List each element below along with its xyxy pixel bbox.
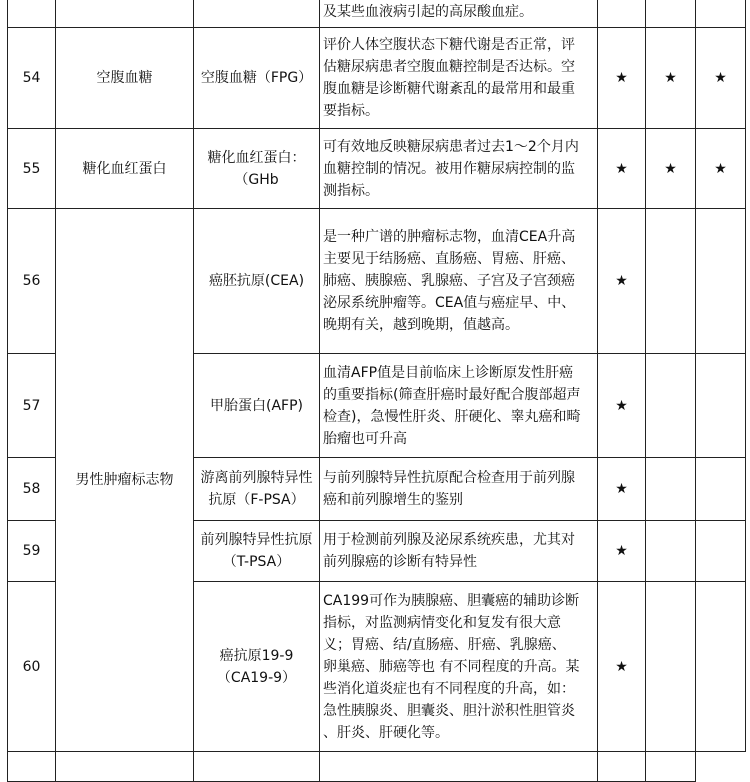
star-mark	[696, 354, 746, 458]
star-mark	[696, 209, 746, 354]
star-mark	[696, 582, 746, 752]
item-name-line: 抗原（F-PSA）	[208, 492, 305, 508]
description-line: 与前列腺特异性抗原配合检查用于前列腺	[323, 470, 575, 486]
item-name-cell	[194, 28, 320, 129]
star-mark: ★	[646, 129, 696, 209]
item-name-line: 空腹血糖（FPG）	[200, 70, 313, 86]
description-line: 前列腺癌的诊断有特异性	[323, 554, 477, 570]
description-line: 要指标。	[323, 103, 379, 119]
star-mark	[646, 209, 696, 354]
table-row	[8, 209, 746, 354]
description-line: 血糖控制的情况。被用作糖尿病控制的监	[323, 160, 575, 177]
merged-category-cell: 男性肿瘤标志物	[56, 209, 194, 752]
description-line: 急性胰腺炎、胆囊炎、胆汁淤积性胆管炎	[323, 702, 575, 719]
star-mark	[696, 521, 746, 582]
description-line: 血清AFP值是目前临床上诊断原发性肝癌	[323, 364, 574, 381]
star-mark: ★	[646, 28, 696, 129]
item-name-cell	[194, 458, 320, 521]
description-line: 估糖尿病患者空腹血糖控制是否达标。空	[323, 59, 575, 75]
row-number-cell: 58	[8, 458, 56, 521]
item-name-line: （CA19-9）	[216, 669, 297, 686]
item-name-line: 前列腺特异性抗原	[200, 532, 313, 548]
description-line: 检查)，急慢性肝炎、肝硬化、睾丸癌和畸	[323, 408, 581, 425]
description-cell	[320, 28, 598, 129]
category-cell: 空腹血糖	[56, 28, 194, 129]
table-row	[8, 129, 746, 209]
description-line: 泌尿系统肿瘤等。CEA值与癌症早、中、	[323, 295, 576, 311]
star-mark: ★	[598, 521, 646, 582]
category-cell: 糖化血红蛋白	[56, 129, 194, 209]
description-line: 测指标。	[323, 182, 379, 199]
row-number-cell: 57	[8, 354, 56, 458]
description-line: 主要见于结肠癌、直肠癌、胃癌、肝癌、	[323, 251, 575, 267]
item-name-cell	[194, 354, 320, 458]
description-line: 指标，对监测病情变化和复发有很大意	[323, 614, 561, 631]
row-number-cell: 54	[8, 28, 56, 129]
row-number-cell: 56	[8, 209, 56, 354]
star-mark: ★	[598, 582, 646, 752]
item-name-line: 癌胚抗原(CEA)	[208, 273, 305, 289]
description-line: 、肝炎、肝硬化等。	[323, 724, 449, 741]
table-row	[8, 0, 746, 28]
description-line: 可有效地反映糖尿病患者过去1～2个月内	[323, 138, 579, 155]
star-mark: ★	[598, 354, 646, 458]
description-line: 评价人体空腹状态下糖代谢是否正常，评	[323, 37, 575, 53]
description-line: 腹血糖是诊断糖代谢紊乱的最常用和最重	[323, 81, 575, 97]
item-name-line: 癌抗原19-9	[219, 647, 294, 664]
item-name-line: （GHb	[234, 171, 279, 188]
row-number-cell	[8, 0, 56, 28]
category-cell	[56, 0, 194, 28]
star-mark: ★	[598, 458, 646, 521]
star-mark	[646, 521, 696, 582]
star-mark: ★	[598, 209, 646, 354]
item-name-line: （T-PSA）	[222, 554, 291, 570]
row-number-cell: 55	[8, 129, 56, 209]
star-mark	[696, 458, 746, 521]
description-line: 卵巢癌、肺癌等也 有不同程度的升高。某	[323, 658, 580, 675]
description-cell	[320, 354, 598, 458]
description-line: 及某些血液病引起的高尿酸血症。	[323, 4, 533, 20]
description-cell	[320, 0, 598, 28]
description-cell	[320, 129, 598, 209]
star-mark: ★	[598, 129, 646, 209]
item-name-cell	[194, 521, 320, 582]
table-row	[8, 752, 746, 782]
item-name-cell	[194, 0, 320, 28]
description-line: 癌和前列腺增生的鉴别	[323, 492, 463, 508]
item-name-cell	[194, 209, 320, 354]
checkup-items-table	[7, 0, 746, 782]
description-line: 的重要指标(筛查肝癌时最好配合腹部超声	[323, 386, 581, 403]
star-mark	[646, 582, 696, 752]
description-line: 些消化道炎症也有不同程度的升高，如：	[323, 680, 575, 697]
description-line: CA199可作为胰腺癌、胆囊癌的辅助诊断	[323, 592, 580, 609]
description-line: 用于检测前列腺及泌尿系统疾患，尤其对	[323, 532, 575, 548]
star-mark: ★	[696, 28, 746, 129]
row-number-cell: 59	[8, 521, 56, 582]
row-number-cell: 60	[8, 582, 56, 752]
item-name-cell	[194, 582, 320, 752]
item-name-line: 糖化血红蛋白：	[207, 149, 306, 166]
description-line: 肺癌、胰腺癌、乳腺癌、子宫及子宫颈癌	[323, 273, 575, 289]
star-mark: ★	[696, 129, 746, 209]
item-name-cell	[194, 129, 320, 209]
description-cell	[320, 582, 598, 752]
item-name-line: 游离前列腺特异性	[200, 470, 313, 486]
description-line: 义；胃癌、结/直肠癌、肝癌、乳腺癌、	[323, 636, 566, 653]
description-line: 胎瘤也可升高	[323, 430, 407, 447]
description-cell	[320, 521, 598, 582]
item-name-line: 甲胎蛋白(AFP)	[210, 397, 303, 414]
table-row	[8, 28, 746, 129]
star-mark	[646, 354, 696, 458]
description-cell	[320, 209, 598, 354]
description-cell	[320, 458, 598, 521]
description-line: 晚期有关，越到晚期，值越高。	[323, 317, 519, 333]
star-mark: ★	[598, 28, 646, 129]
description-line: 是一种广谱的肿瘤标志物，血清CEA升高	[323, 229, 576, 245]
star-mark	[646, 458, 696, 521]
